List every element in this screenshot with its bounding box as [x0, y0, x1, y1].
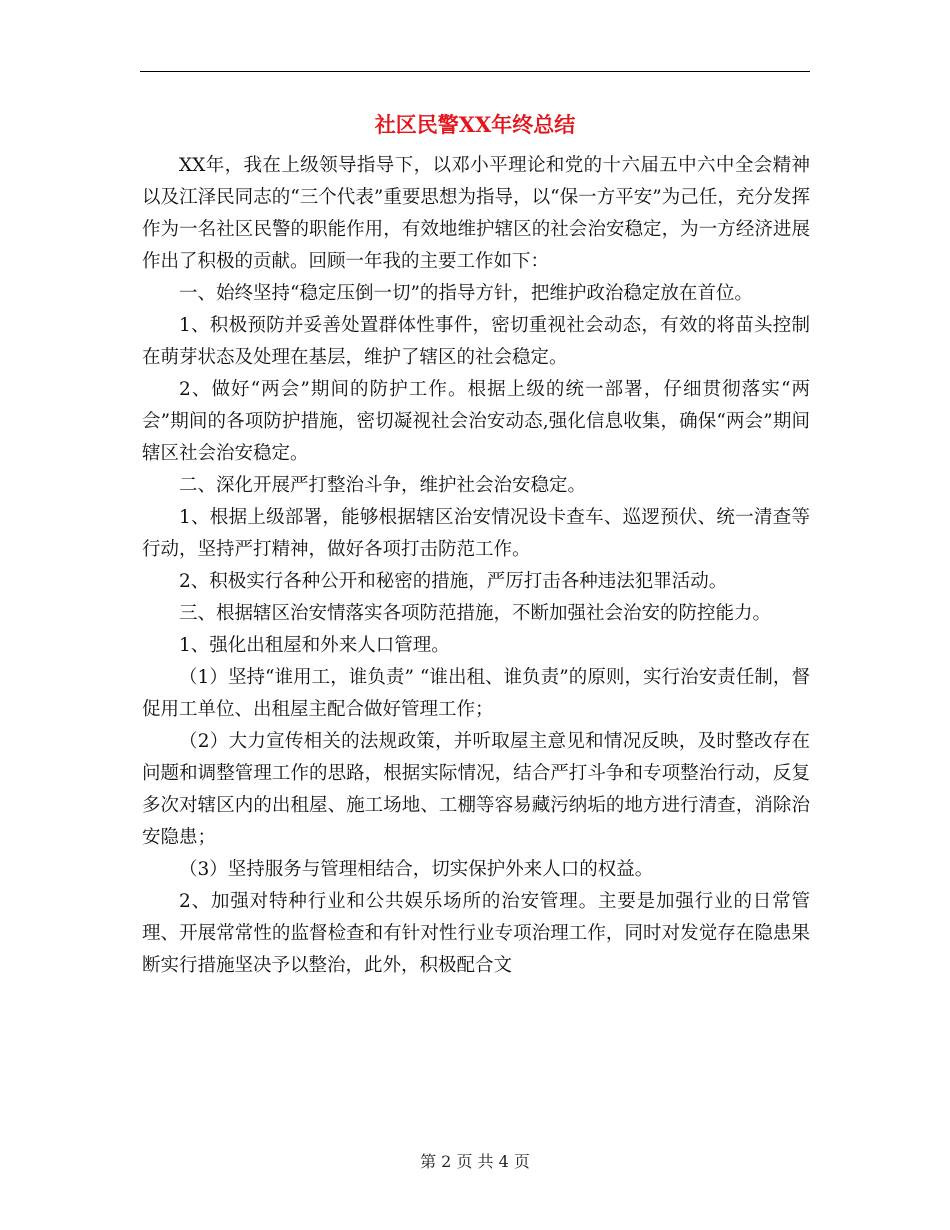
document-body: [142, 150, 810, 982]
paragraph-item-3-2: 2、加强对特种行业和公共娱乐场所的治安管理。主要是加强行业的日常管理、开展常常性的监督检查和有针对性行业专项治理工作，同时对发觉存在隐患果断实行措施坚决予以整治，此外，积极配合文: [142, 891, 810, 976]
paragraph-intro: XX年，我在上级领导指导下，以邓小平理论和党的十六届五中六中全会精神以及江泽民同志的“三个代表”重要思想为指导，以“保一方平安”为己任，充分发挥作为一名社区民警的职能作用，有效地维护辖区的社会治安稳定，为一方经济进展作出了积极的贡献。回顾一年我的主要工作如下：: [142, 155, 810, 272]
paragraph-subitem-2: （2）大力宣传相关的法规政策，并听取屋主意见和情况反映，及时整改存在问题和调整管理工作的思路，根据实际情况，结合严打斗争和专项整治行动，反复多次对辖区内的出租屋、施工场地、工棚等容易藏污纳垢的地方进行清查，消除治安隐患；: [142, 731, 810, 848]
header-rule: [140, 71, 810, 72]
paragraph-section-2: 二、深化开展严打整治斗争，维护社会治安稳定。: [179, 475, 587, 496]
paragraph-item-2-1: 1、根据上级部署，能够根据辖区治安情况设卡查车、巡逻预伏、统一清查等行动，坚持严打精神，做好各项打击防范工作。: [142, 507, 810, 560]
paragraph-subitem-3: （3）坚持服务与管理相结合，切实保护外来人口的权益。: [179, 859, 654, 880]
paragraph-item-2-2: 2、积极实行各种公开和秘密的措施，严厉打击各种违法犯罪活动。: [179, 571, 728, 592]
paragraph-section-1: 一、始终坚持“稳定压倒一切”的指导方针，把维护政治稳定放在首位。: [179, 283, 753, 304]
paragraph-subitem-1: （1）坚持“谁用工，谁负责” “谁出租、谁负责”的原则，实行治安责任制，督促用工单位、出租屋主配合做好管理工作；: [142, 667, 810, 720]
paragraph-section-3: 三、根据辖区治安情落实各项防范措施，不断加强社会治安的防控能力。: [179, 603, 772, 624]
paragraph-item-3-1: 1、强化出租屋和外来人口管理。: [179, 635, 450, 656]
document-title: 社区民警XX年终总结: [374, 112, 576, 137]
paragraph-item-1-2: 2、做好“两会”期间的防护工作。根据上级的统一部署，仔细贯彻落实“两会”期间的各项防护措施，密切凝视社会治安动态,强化信息收集，确保“两会”期间辖区社会治安稳定。: [142, 379, 810, 464]
paragraph-item-1-1: 1、积极预防并妥善处置群体性事件，密切重视社会动态，有效的将苗头控制在萌芽状态及处理在基层，维护了辖区的社会稳定。: [142, 315, 810, 368]
page-footer: 第 2 页 共 4 页: [420, 1152, 530, 1171]
